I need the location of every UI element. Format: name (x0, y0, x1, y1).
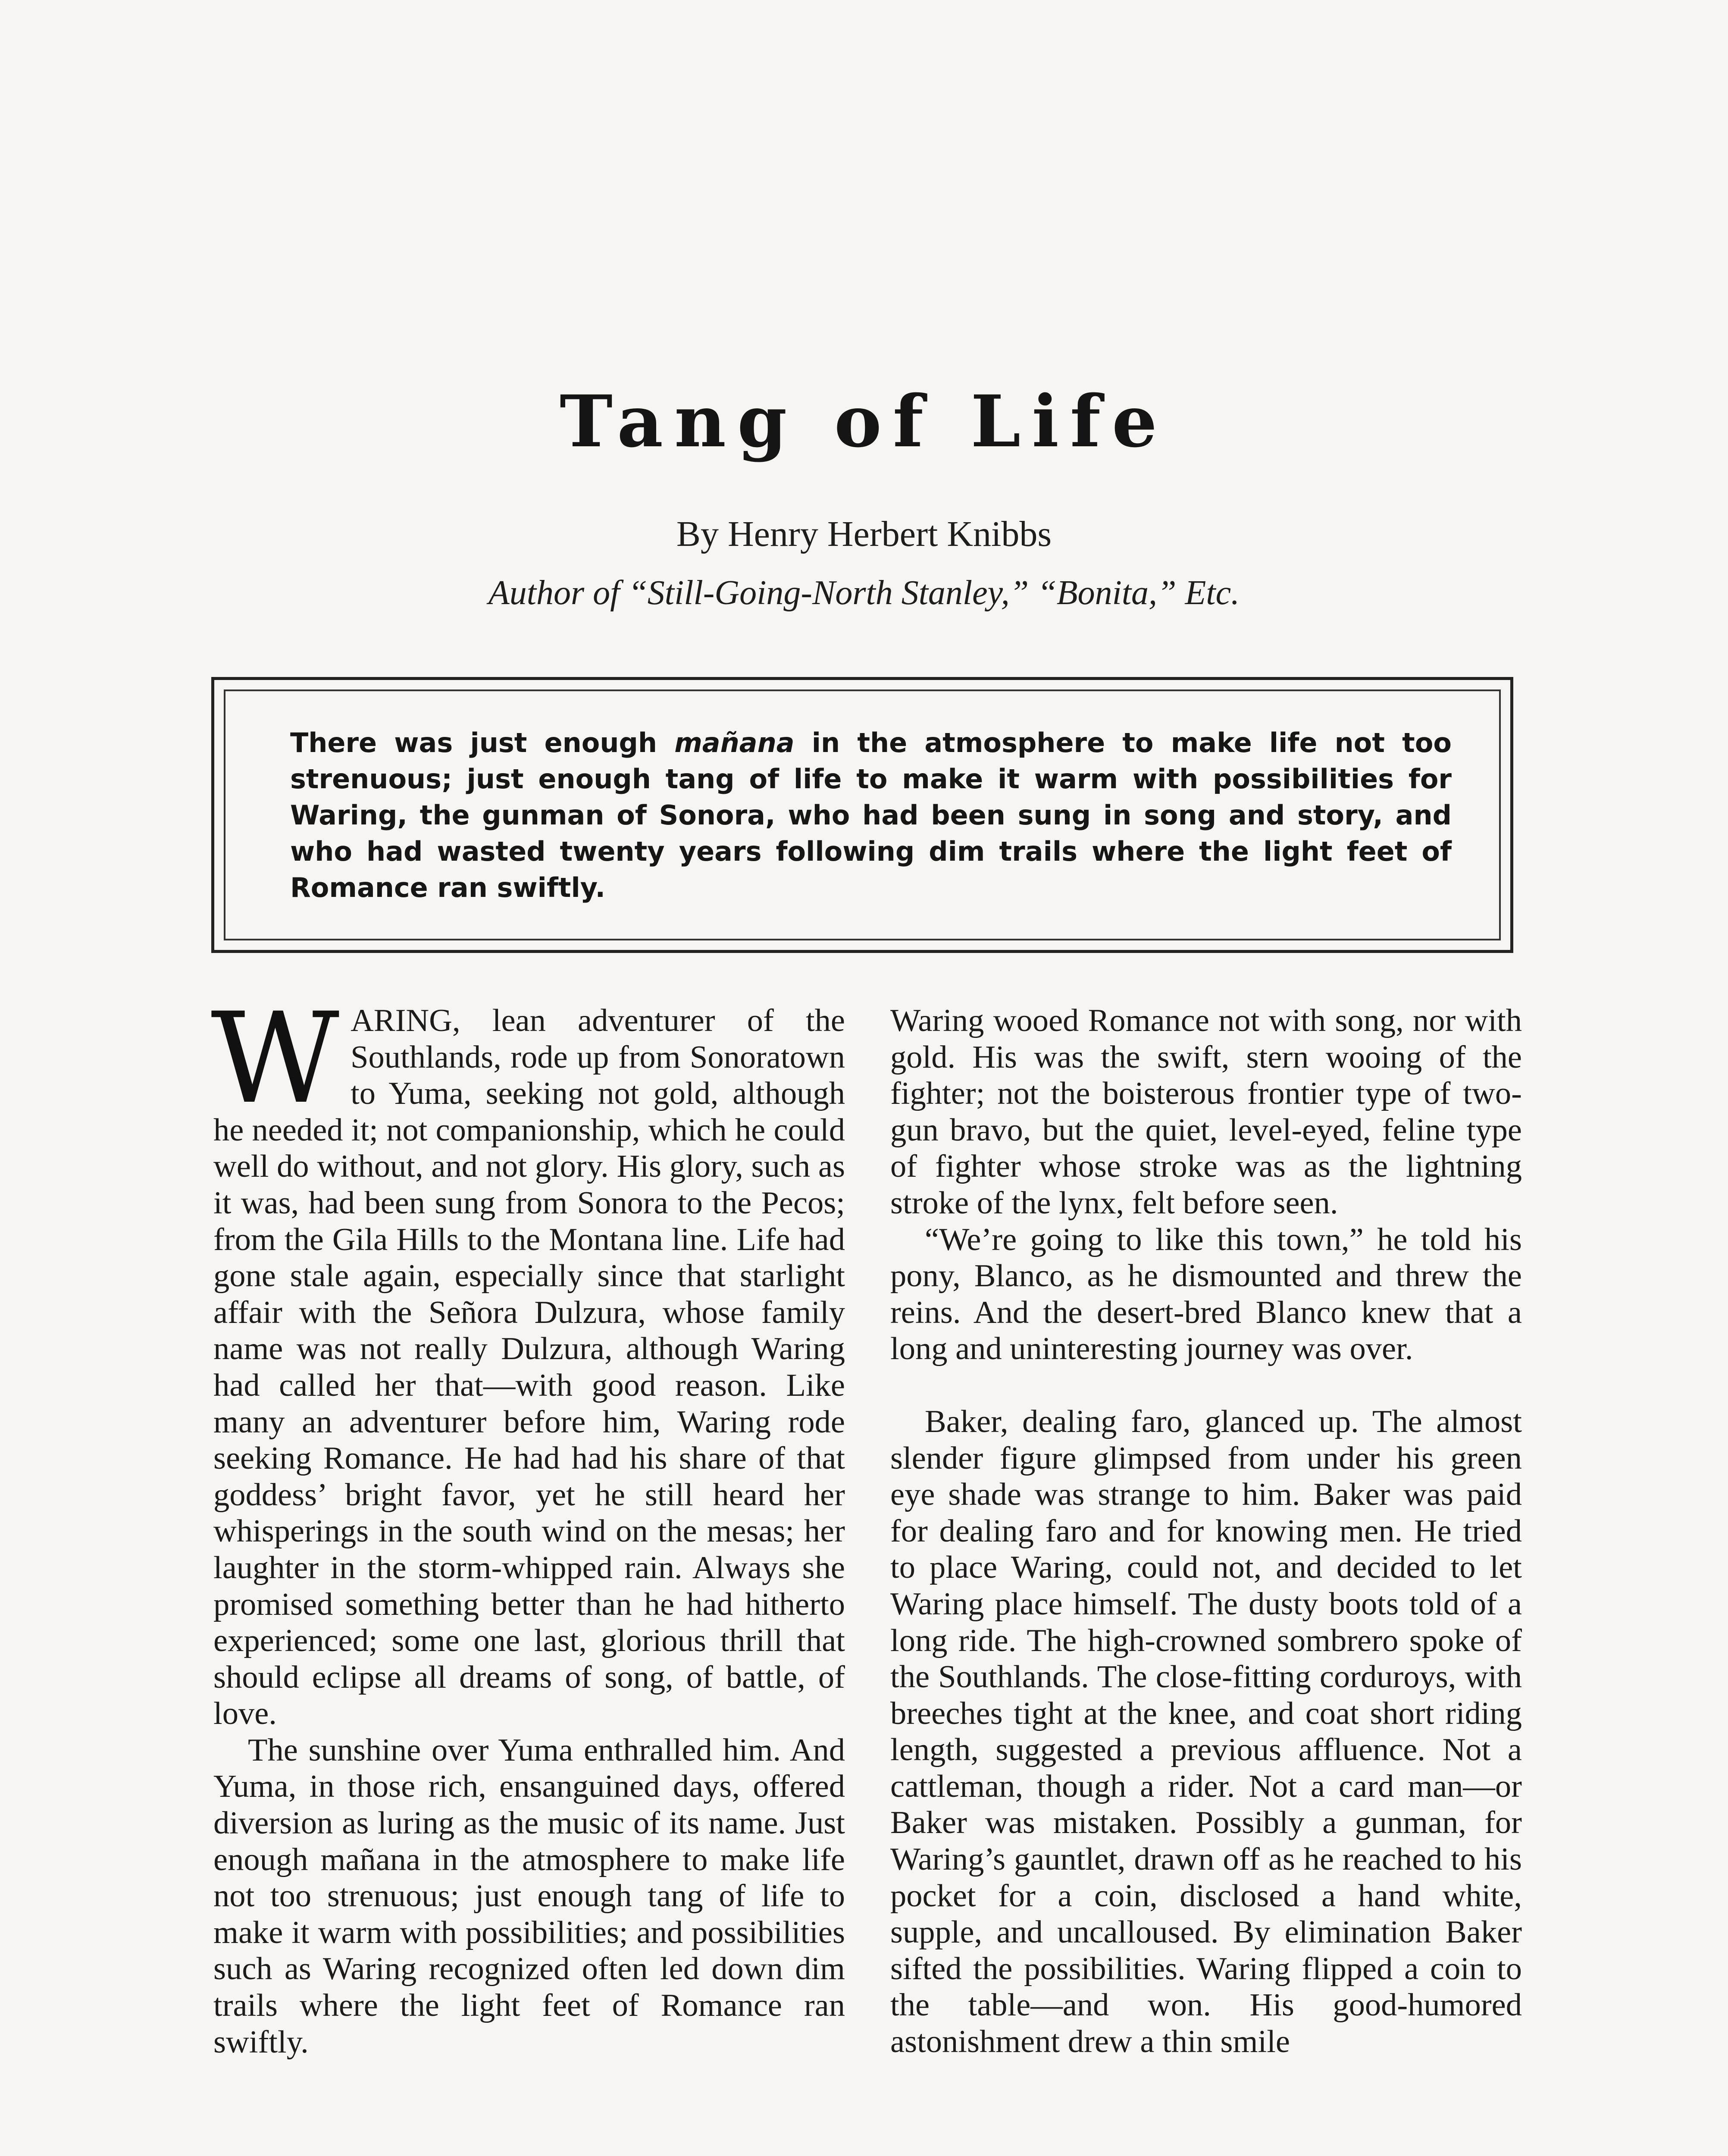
right-column (890, 1003, 1522, 2060)
byline: By Henry Herbert Knibbs (676, 514, 1052, 554)
blurb-text-start: There was just enough (290, 727, 675, 758)
paragraph-romance: Waring wooed Romance not with song, nor with gold. His was the swift, stern wooing of the fighter; not the boisterous frontier type of two-gun bravo, but the quiet, level-eyed, feline type of fighter whose stroke was as the lightning stroke of the lynx, felt before seen. (890, 1003, 1522, 1221)
paragraph-opening (211, 986, 845, 1732)
paragraph-dialogue: “We’re going to like this town,” he told his pony, Blanco, as he dismounted and threw the reins. And the desert-bred Blanco knew that a long and uninteresting journey was over. (890, 1222, 1522, 1367)
blurb-box (211, 677, 1513, 953)
blurb-emphasis: mañana (674, 727, 795, 758)
paragraph-yuma: The sunshine over Yuma enthralled him. And Yuma, in those rich, ensanguined days, offered diversion as luring as the music of its name. Just enough mañana in the atmosphere to make life not too strenuous; just enough tang of life to make it warm with possibilities; and possibilities such as Waring recognized often led down dim trails where the light feet of Romance ran swiftly. (213, 1732, 845, 2060)
section-break (890, 1367, 1522, 1404)
drop-cap: W (211, 986, 340, 1131)
paragraph-opening-text: ARING, lean adventurer of the Southlands, rode up from Sonoratown to Yuma, seeking not gold, although he needed it; not companionship, which he could well do without, and not glory. His glory, such as it was, had been sung from Sonora to the Pecos; from the Gila Hills to the Montana line. Life had gone stale again, especially since that starlight affair with the Señora Dulzura, whose family name was not really Dulzura, although Waring had called her that—with good reason. Like many an adventurer before him, Waring rode seeking Romance. He had had his share of that goddess’ bright favor, yet he still heard her whisperings in the south wind on the mesas; her laughter in the storm-whipped rain. Always she promised something better than he had hitherto experienced; some one last, glorious thrill that should eclipse all dreams of song, of battle, of love. (213, 1003, 845, 1732)
author-credits: Author of “Still-Going-North Stanley,” “Bonita,” Etc. (488, 574, 1240, 612)
paragraph-baker: Baker, dealing faro, glanced up. The almost slender figure glimpsed from under his green eye shade was strange to him. Baker was paid for dealing faro and for knowing men. He tried to place Waring, could not, and decided to let Waring place himself. The dusty boots told of a long ride. The high-crowned sombrero spoke of the Southlands. The close-fitting corduroys, with breeches tight at the knee, and coat short riding length, suggested a previous affluence. Not a cattleman, though a rider. Not a card man—or Baker was mistaken. Possibly a gunman, for Waring’s gauntlet, drawn off as he reached to his pocket for a coin, disclosed a hand white, supple, and uncalloused. By elimination Baker sifted the possibilities. Waring flipped a coin to the table—and won. His good-humored astonishment drew a thin smile (890, 1404, 1522, 2060)
blurb-inner-frame (224, 689, 1501, 940)
blurb-text (290, 725, 1452, 906)
blurb-text-end: in the atmosphere to make life not too strenuous; just enough tang of life to make it warm with possibilities for Waring, the gunman of Sonora, who had been sung in song and story, and who had wasted twenty years following dim trails where the light feet of Romance ran swiftly. (290, 727, 1452, 903)
story-title: Tang of Life (560, 379, 1168, 463)
left-column (211, 986, 845, 2060)
